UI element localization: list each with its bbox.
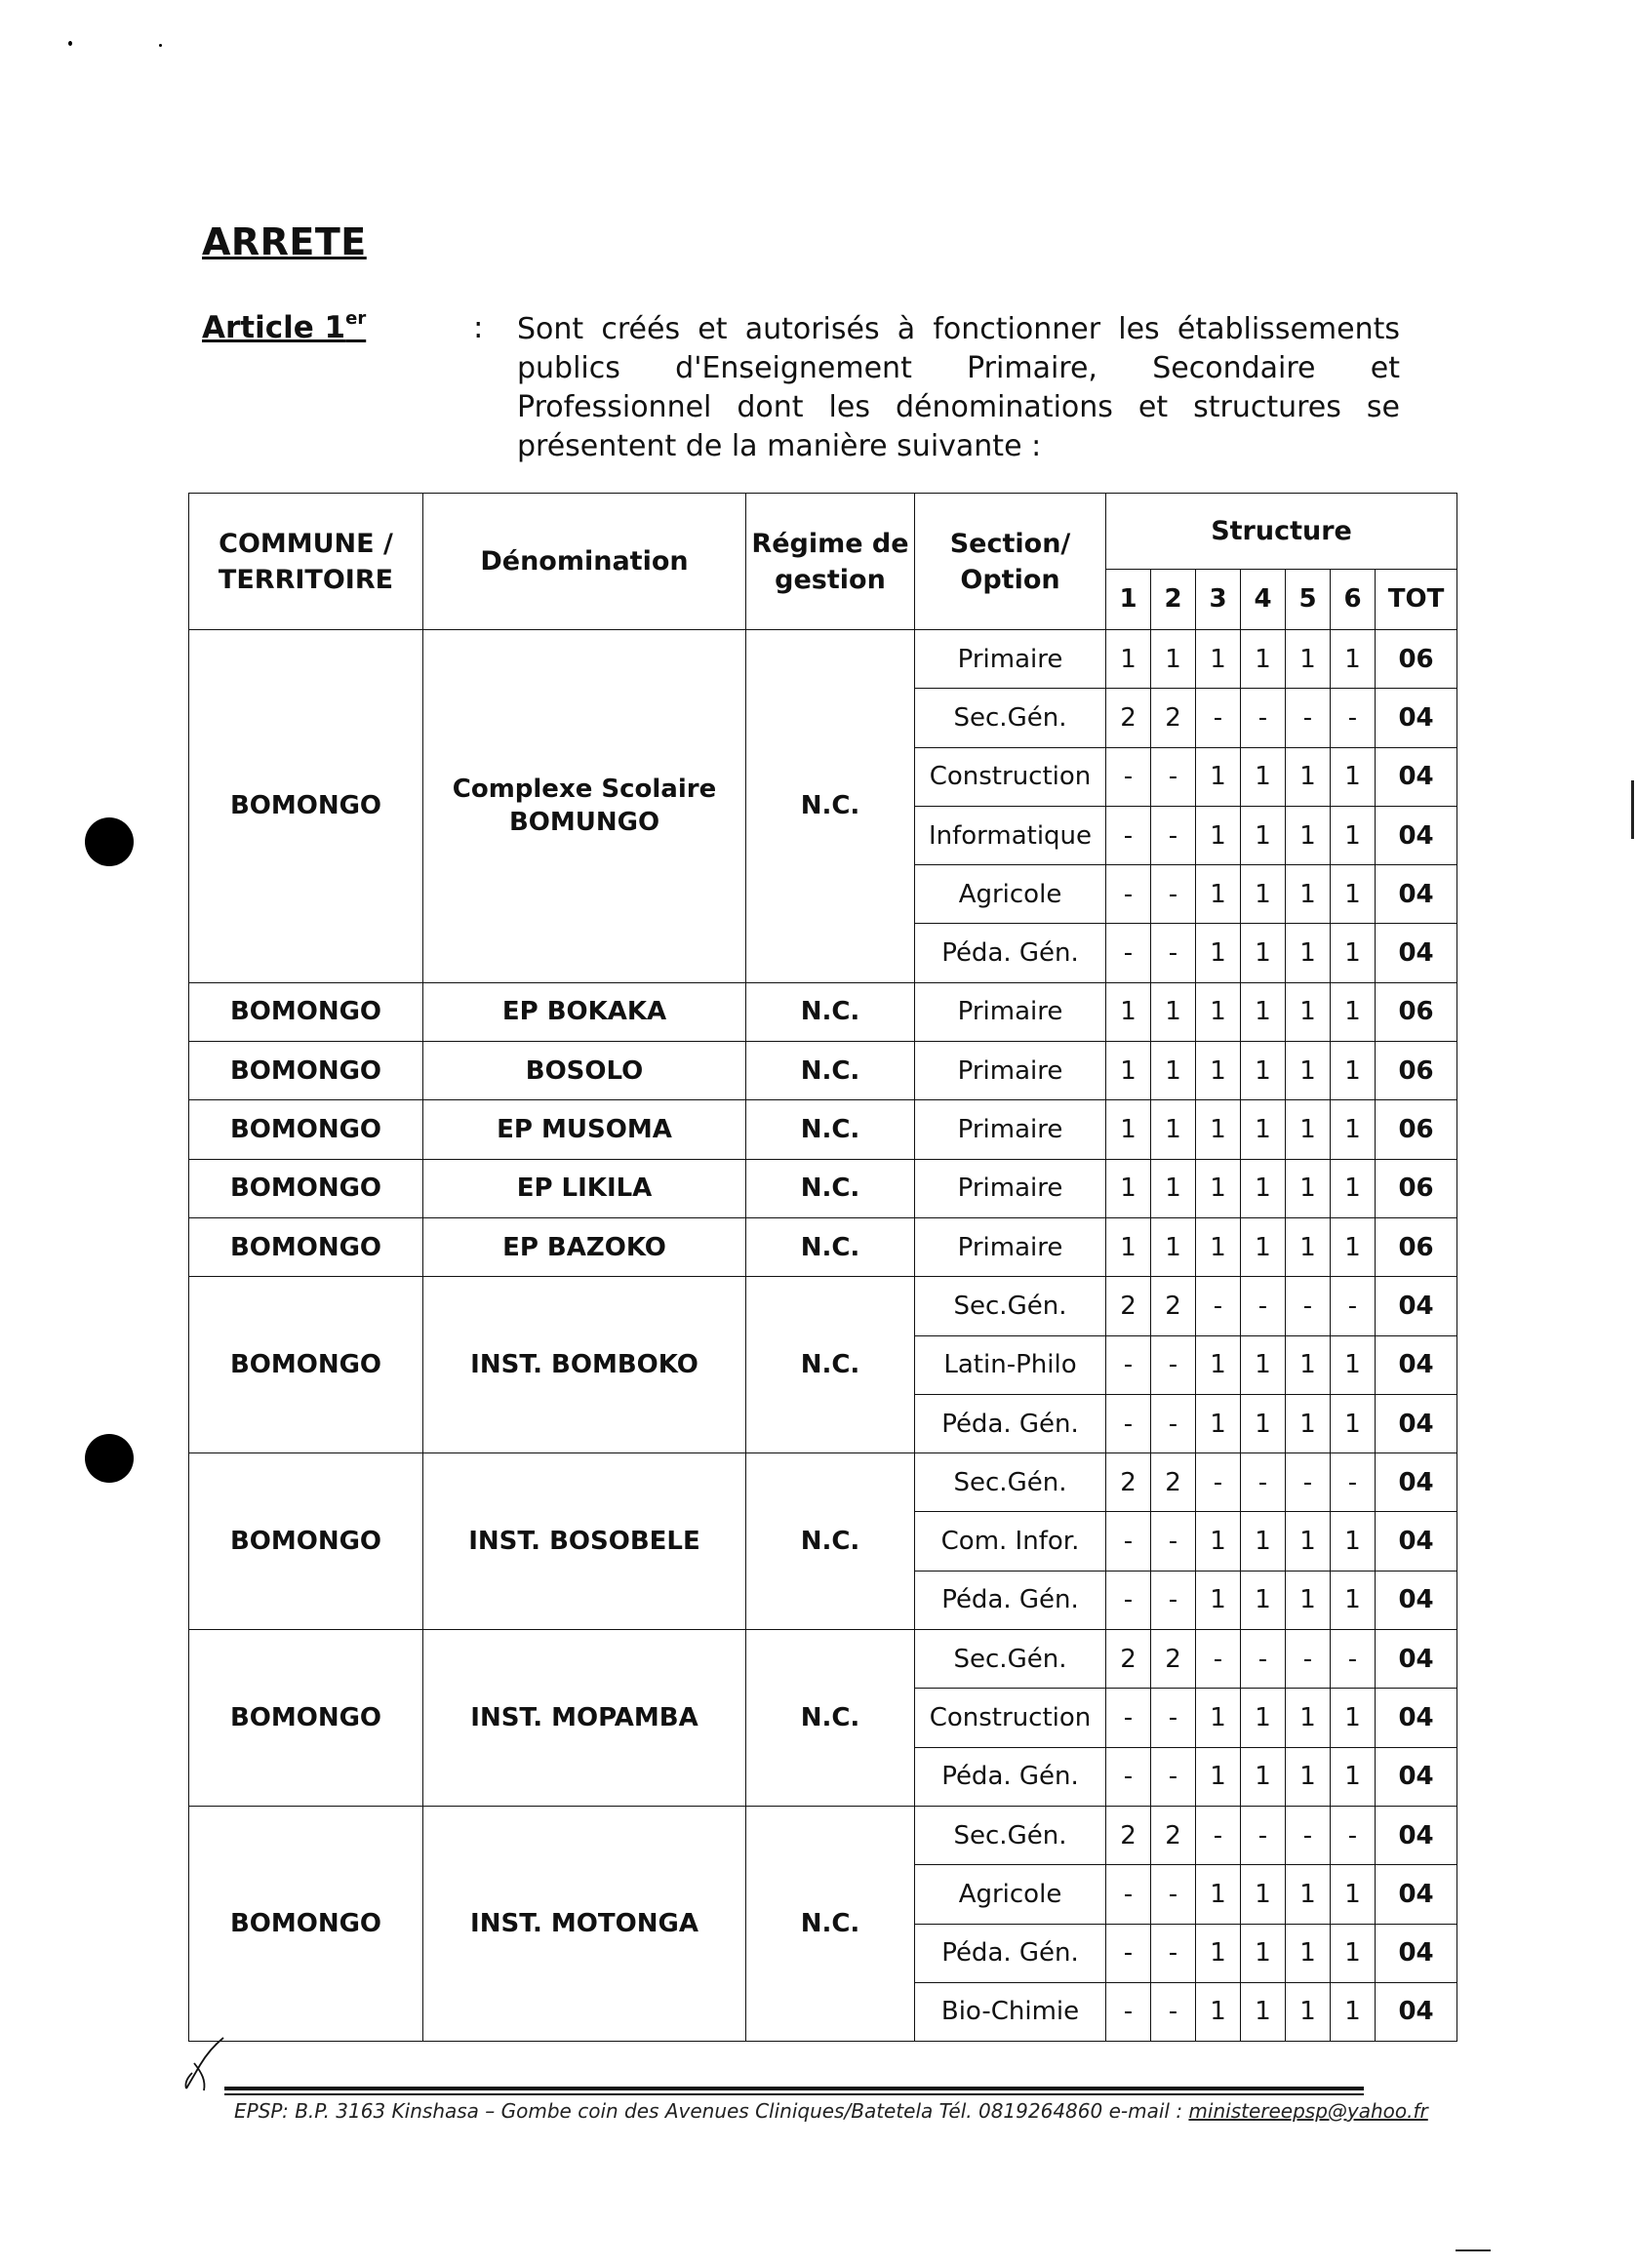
level-6-cell: 1 <box>1331 1159 1376 1217</box>
level-4-cell: 1 <box>1241 1159 1286 1217</box>
denomination-cell: EP MUSOMA <box>423 1100 746 1159</box>
footer-address: EPSP: B.P. 3163 Kinshasa – Gombe coin des Avenues Cliniques/Batetela Tél. 0819264860 e-mail : <box>234 2099 1189 2123</box>
total-cell: 04 <box>1376 747 1457 806</box>
denomination-cell: INST. BOMBOKO <box>423 1277 746 1453</box>
option-cell: Agricole <box>915 1865 1106 1924</box>
total-cell: 04 <box>1376 1394 1457 1452</box>
level-5-cell: 1 <box>1286 865 1331 924</box>
table-row <box>189 630 1457 689</box>
total-cell: 06 <box>1376 1159 1457 1217</box>
level-2-cell: - <box>1151 1865 1196 1924</box>
level-6-cell: 1 <box>1331 1924 1376 1982</box>
option-cell: Primaire <box>915 1100 1106 1159</box>
total-cell: 04 <box>1376 1453 1457 1512</box>
level-2-cell: - <box>1151 806 1196 864</box>
level-1-cell: 2 <box>1106 689 1151 747</box>
total-cell: 06 <box>1376 1100 1457 1159</box>
article-ordinal: er <box>345 308 367 329</box>
level-1-cell: - <box>1106 1335 1151 1394</box>
header-section: Section/ Option <box>915 494 1106 630</box>
level-5-cell: 1 <box>1286 1100 1331 1159</box>
level-1-cell: 1 <box>1106 1042 1151 1100</box>
footer <box>234 2099 1428 2123</box>
level-2-cell: 1 <box>1151 1042 1196 1100</box>
level-2-cell: 2 <box>1151 1806 1196 1864</box>
level-3-cell: - <box>1196 1630 1241 1689</box>
level-5-cell: 1 <box>1286 1865 1331 1924</box>
level-3-cell: 1 <box>1196 747 1241 806</box>
option-cell: Primaire <box>915 1042 1106 1100</box>
level-6-cell: 1 <box>1331 1217 1376 1276</box>
level-5-cell: 1 <box>1286 1394 1331 1452</box>
level-3-cell: - <box>1196 1806 1241 1864</box>
level-5-cell: 1 <box>1286 1571 1331 1629</box>
level-6-cell: 1 <box>1331 1982 1376 2041</box>
level-3-cell: 1 <box>1196 1335 1241 1394</box>
level-5-cell: - <box>1286 1277 1331 1335</box>
level-3-cell: - <box>1196 1277 1241 1335</box>
level-2-cell: - <box>1151 1982 1196 2041</box>
table-row <box>189 1453 1457 1512</box>
level-5-cell: 1 <box>1286 1335 1331 1394</box>
level-5-cell: 1 <box>1286 1217 1331 1276</box>
level-4-cell: 1 <box>1241 1217 1286 1276</box>
level-5-cell: 1 <box>1286 1689 1331 1747</box>
option-cell: Primaire <box>915 1159 1106 1217</box>
level-5-cell: 1 <box>1286 924 1331 982</box>
table-row <box>189 1100 1457 1159</box>
level-2-cell: - <box>1151 1747 1196 1806</box>
table-row <box>189 1159 1457 1217</box>
level-5-cell: 1 <box>1286 982 1331 1041</box>
total-cell: 04 <box>1376 1571 1457 1629</box>
commune-cell: BOMONGO <box>189 1277 423 1453</box>
level-2-cell: - <box>1151 1571 1196 1629</box>
level-1-cell: 2 <box>1106 1630 1151 1689</box>
option-cell: Informatique <box>915 806 1106 864</box>
option-cell: Péda. Gén. <box>915 1394 1106 1452</box>
regime-cell: N.C. <box>746 1042 915 1100</box>
denomination-cell: Complexe Scolaire BOMUNGO <box>423 630 746 983</box>
level-4-cell: 1 <box>1241 630 1286 689</box>
level-4-cell: 1 <box>1241 1512 1286 1571</box>
option-cell: Péda. Gén. <box>915 924 1106 982</box>
regime-cell: N.C. <box>746 1806 915 2041</box>
level-1-cell: 1 <box>1106 982 1151 1041</box>
scan-corner-mark <box>1456 2249 1491 2251</box>
level-1-cell: - <box>1106 924 1151 982</box>
commune-cell: BOMONGO <box>189 1217 423 1276</box>
footer-email-link[interactable]: ministereepsp@yahoo.fr <box>1188 2099 1428 2123</box>
commune-cell: BOMONGO <box>189 982 423 1041</box>
table-row <box>189 1217 1457 1276</box>
level-4-cell: 1 <box>1241 1042 1286 1100</box>
article-label <box>202 308 366 345</box>
level-6-cell: - <box>1331 1630 1376 1689</box>
level-1-cell: - <box>1106 1571 1151 1629</box>
level-4-cell: 1 <box>1241 865 1286 924</box>
level-3-cell: 1 <box>1196 1512 1241 1571</box>
level-5-cell: 1 <box>1286 1924 1331 1982</box>
level-4-cell: - <box>1241 1453 1286 1512</box>
level-2-cell: 1 <box>1151 1100 1196 1159</box>
level-1-cell: 2 <box>1106 1453 1151 1512</box>
level-5-cell: 1 <box>1286 1042 1331 1100</box>
page-title: ARRETE <box>202 220 367 263</box>
total-cell: 04 <box>1376 1512 1457 1571</box>
option-cell: Sec.Gén. <box>915 1453 1106 1512</box>
header-denomination: Dénomination <box>423 494 746 630</box>
level-5-cell: 1 <box>1286 1159 1331 1217</box>
table-row <box>189 1277 1457 1335</box>
punch-hole-bottom <box>85 1434 134 1483</box>
option-cell: Bio-Chimie <box>915 1982 1106 2041</box>
total-cell: 04 <box>1376 1747 1457 1806</box>
level-4-cell: 1 <box>1241 806 1286 864</box>
commune-cell: BOMONGO <box>189 1630 423 1807</box>
article-colon: : <box>473 310 484 345</box>
level-6-cell: 1 <box>1331 1689 1376 1747</box>
level-1-cell: - <box>1106 865 1151 924</box>
level-2-cell: - <box>1151 1394 1196 1452</box>
level-1-cell: 1 <box>1106 1217 1151 1276</box>
level-1-cell: - <box>1106 1689 1151 1747</box>
commune-cell: BOMONGO <box>189 1453 423 1630</box>
level-2-cell: - <box>1151 1689 1196 1747</box>
level-2-cell: - <box>1151 747 1196 806</box>
scan-edge-mark <box>1631 780 1634 839</box>
option-cell: Construction <box>915 1689 1106 1747</box>
denomination-cell: EP LIKILA <box>423 1159 746 1217</box>
header-level-5: 5 <box>1286 570 1331 630</box>
header-level-2: 2 <box>1151 570 1196 630</box>
level-6-cell: 1 <box>1331 1747 1376 1806</box>
level-3-cell: 1 <box>1196 1924 1241 1982</box>
denomination-cell: BOSOLO <box>423 1042 746 1100</box>
level-6-cell: - <box>1331 689 1376 747</box>
level-3-cell: 1 <box>1196 806 1241 864</box>
header-structure: Structure <box>1106 494 1457 570</box>
regime-cell: N.C. <box>746 1453 915 1630</box>
total-cell: 04 <box>1376 924 1457 982</box>
level-5-cell: - <box>1286 1630 1331 1689</box>
option-cell: Primaire <box>915 630 1106 689</box>
level-1-cell: - <box>1106 1394 1151 1452</box>
level-4-cell: 1 <box>1241 1394 1286 1452</box>
level-3-cell: 1 <box>1196 1100 1241 1159</box>
commune-cell: BOMONGO <box>189 1806 423 2041</box>
level-4-cell: 1 <box>1241 924 1286 982</box>
level-4-cell: 1 <box>1241 1689 1286 1747</box>
level-3-cell: 1 <box>1196 1689 1241 1747</box>
total-cell: 04 <box>1376 1689 1457 1747</box>
level-6-cell: 1 <box>1331 924 1376 982</box>
level-6-cell: 1 <box>1331 1571 1376 1629</box>
level-6-cell: 1 <box>1331 1335 1376 1394</box>
total-cell: 04 <box>1376 1924 1457 1982</box>
total-cell: 04 <box>1376 806 1457 864</box>
level-2-cell: 1 <box>1151 982 1196 1041</box>
punch-hole-top <box>85 817 134 866</box>
level-5-cell: - <box>1286 689 1331 747</box>
level-4-cell: - <box>1241 1277 1286 1335</box>
option-cell: Péda. Gén. <box>915 1924 1106 1982</box>
scan-speck <box>68 41 72 46</box>
level-3-cell: 1 <box>1196 865 1241 924</box>
level-4-cell: - <box>1241 1806 1286 1864</box>
level-1-cell: 2 <box>1106 1806 1151 1864</box>
total-cell: 04 <box>1376 1630 1457 1689</box>
denomination-cell: EP BOKAKA <box>423 982 746 1041</box>
article-number: Article 1 <box>202 310 346 345</box>
denomination-cell: EP BAZOKO <box>423 1217 746 1276</box>
regime-cell: N.C. <box>746 1100 915 1159</box>
option-cell: Péda. Gén. <box>915 1571 1106 1629</box>
level-2-cell: 2 <box>1151 1453 1196 1512</box>
scan-speck <box>159 44 162 47</box>
level-6-cell: - <box>1331 1277 1376 1335</box>
level-3-cell: 1 <box>1196 1159 1241 1217</box>
level-5-cell: 1 <box>1286 806 1331 864</box>
option-cell: Primaire <box>915 982 1106 1041</box>
level-5-cell: 1 <box>1286 1512 1331 1571</box>
header-level-1: 1 <box>1106 570 1151 630</box>
level-2-cell: 2 <box>1151 1630 1196 1689</box>
total-cell: 04 <box>1376 1806 1457 1864</box>
denomination-cell: INST. MOPAMBA <box>423 1630 746 1807</box>
level-4-cell: 1 <box>1241 1747 1286 1806</box>
level-2-cell: - <box>1151 1924 1196 1982</box>
regime-cell: N.C. <box>746 630 915 983</box>
level-1-cell: - <box>1106 1982 1151 2041</box>
level-5-cell: - <box>1286 1806 1331 1864</box>
level-3-cell: 1 <box>1196 982 1241 1041</box>
level-4-cell: 1 <box>1241 1100 1286 1159</box>
level-1-cell: 1 <box>1106 630 1151 689</box>
denomination-cell: INST. MOTONGA <box>423 1806 746 2041</box>
total-cell: 06 <box>1376 982 1457 1041</box>
level-2-cell: 1 <box>1151 630 1196 689</box>
commune-cell: BOMONGO <box>189 1159 423 1217</box>
option-cell: Com. Infor. <box>915 1512 1106 1571</box>
option-cell: Sec.Gén. <box>915 1630 1106 1689</box>
level-2-cell: 1 <box>1151 1159 1196 1217</box>
total-cell: 06 <box>1376 1042 1457 1100</box>
option-cell: Péda. Gén. <box>915 1747 1106 1806</box>
level-6-cell: 1 <box>1331 806 1376 864</box>
level-5-cell: 1 <box>1286 1747 1331 1806</box>
level-6-cell: 1 <box>1331 1100 1376 1159</box>
total-cell: 04 <box>1376 1277 1457 1335</box>
regime-cell: N.C. <box>746 1630 915 1807</box>
option-cell: Agricole <box>915 865 1106 924</box>
total-cell: 04 <box>1376 865 1457 924</box>
signature-initial <box>180 2034 239 2092</box>
level-3-cell: 1 <box>1196 1394 1241 1452</box>
table-row <box>189 1630 1457 1689</box>
level-3-cell: 1 <box>1196 1865 1241 1924</box>
level-6-cell: 1 <box>1331 982 1376 1041</box>
level-3-cell: 1 <box>1196 1042 1241 1100</box>
level-3-cell: 1 <box>1196 1217 1241 1276</box>
table-row <box>189 1042 1457 1100</box>
level-4-cell: 1 <box>1241 1982 1286 2041</box>
header-level-4: 4 <box>1241 570 1286 630</box>
commune-cell: BOMONGO <box>189 1100 423 1159</box>
level-4-cell: 1 <box>1241 1571 1286 1629</box>
level-5-cell: - <box>1286 1453 1331 1512</box>
level-3-cell: - <box>1196 689 1241 747</box>
level-3-cell: 1 <box>1196 1747 1241 1806</box>
total-cell: 06 <box>1376 1217 1457 1276</box>
header-regime: Régime de gestion <box>746 494 915 630</box>
level-5-cell: 1 <box>1286 630 1331 689</box>
level-4-cell: 1 <box>1241 1924 1286 1982</box>
regime-cell: N.C. <box>746 1159 915 1217</box>
level-4-cell: 1 <box>1241 747 1286 806</box>
level-6-cell: 1 <box>1331 1512 1376 1571</box>
level-6-cell: 1 <box>1331 747 1376 806</box>
level-4-cell: - <box>1241 689 1286 747</box>
level-3-cell: - <box>1196 1453 1241 1512</box>
level-6-cell: - <box>1331 1453 1376 1512</box>
level-6-cell: 1 <box>1331 865 1376 924</box>
level-2-cell: - <box>1151 1512 1196 1571</box>
header-level-6: 6 <box>1331 570 1376 630</box>
total-cell: 04 <box>1376 1335 1457 1394</box>
total-cell: 04 <box>1376 689 1457 747</box>
header-level-total: TOT <box>1376 570 1457 630</box>
regime-cell: N.C. <box>746 982 915 1041</box>
level-6-cell: 1 <box>1331 1865 1376 1924</box>
header-level-3: 3 <box>1196 570 1241 630</box>
option-cell: Sec.Gén. <box>915 689 1106 747</box>
level-6-cell: 1 <box>1331 1042 1376 1100</box>
option-cell: Construction <box>915 747 1106 806</box>
regime-cell: N.C. <box>746 1217 915 1276</box>
level-2-cell: 2 <box>1151 1277 1196 1335</box>
level-5-cell: 1 <box>1286 747 1331 806</box>
footer-rule <box>224 2087 1364 2090</box>
level-3-cell: 1 <box>1196 1571 1241 1629</box>
level-1-cell: - <box>1106 1747 1151 1806</box>
level-3-cell: 1 <box>1196 924 1241 982</box>
commune-cell: BOMONGO <box>189 630 423 983</box>
level-4-cell: 1 <box>1241 982 1286 1041</box>
level-2-cell: 2 <box>1151 689 1196 747</box>
header-commune: COMMUNE / TERRITOIRE <box>189 494 423 630</box>
level-4-cell: 1 <box>1241 1335 1286 1394</box>
level-4-cell: 1 <box>1241 1865 1286 1924</box>
footer-rule-thin <box>224 2093 1364 2095</box>
level-1-cell: - <box>1106 1512 1151 1571</box>
level-1-cell: 2 <box>1106 1277 1151 1335</box>
total-cell: 04 <box>1376 1982 1457 2041</box>
level-3-cell: 1 <box>1196 1982 1241 2041</box>
option-cell: Primaire <box>915 1217 1106 1276</box>
level-2-cell: - <box>1151 924 1196 982</box>
regime-cell: N.C. <box>746 1277 915 1453</box>
level-1-cell: - <box>1106 747 1151 806</box>
level-1-cell: - <box>1106 806 1151 864</box>
table-row <box>189 1806 1457 1864</box>
denomination-cell: INST. BOSOBELE <box>423 1453 746 1630</box>
level-5-cell: 1 <box>1286 1982 1331 2041</box>
level-1-cell: - <box>1106 1924 1151 1982</box>
level-6-cell: 1 <box>1331 630 1376 689</box>
table-row <box>189 982 1457 1041</box>
establishments-table <box>188 493 1457 2042</box>
level-6-cell: - <box>1331 1806 1376 1864</box>
level-2-cell: 1 <box>1151 1217 1196 1276</box>
option-cell: Sec.Gén. <box>915 1277 1106 1335</box>
option-cell: Sec.Gén. <box>915 1806 1106 1864</box>
level-1-cell: 1 <box>1106 1100 1151 1159</box>
level-1-cell: - <box>1106 1865 1151 1924</box>
level-2-cell: - <box>1151 1335 1196 1394</box>
commune-cell: BOMONGO <box>189 1042 423 1100</box>
level-6-cell: 1 <box>1331 1394 1376 1452</box>
level-4-cell: - <box>1241 1630 1286 1689</box>
total-cell: 06 <box>1376 630 1457 689</box>
level-1-cell: 1 <box>1106 1159 1151 1217</box>
total-cell: 04 <box>1376 1865 1457 1924</box>
level-3-cell: 1 <box>1196 630 1241 689</box>
article-text: Sont créés et autorisés à fonctionner les établissements publics d'Enseignement Primaire, Secondaire et Professionnel dont les dénominations et structures se présentent de la manière suivante : <box>517 312 1400 463</box>
option-cell: Latin-Philo <box>915 1335 1106 1394</box>
level-2-cell: - <box>1151 865 1196 924</box>
